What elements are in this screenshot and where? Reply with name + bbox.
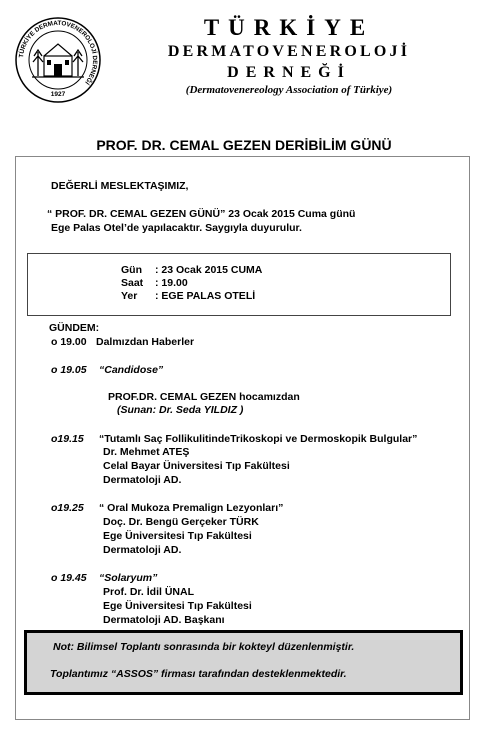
agenda-4-department: Dermatoloji AD.	[103, 544, 182, 556]
org-name-english: (Dermatovenereology Association of Türkiye)	[185, 84, 393, 96]
agenda-2-text: “Candidose”	[99, 364, 164, 376]
agenda-3-department: Dermatoloji AD.	[103, 474, 182, 486]
time-value: : 19.00	[155, 277, 188, 289]
agenda-5-department: Dermatoloji AD. Başkanı	[103, 614, 225, 626]
org-name-line2: DERMATOVENEROLOJİ	[167, 43, 411, 60]
agenda-3-time: o19.15	[51, 433, 84, 445]
event-info-box	[27, 253, 451, 316]
association-header	[100, 14, 478, 97]
time-label: Saat	[121, 277, 144, 289]
agenda-4-speaker: Doç. Dr. Bengü Gerçeker TÜRK	[103, 516, 259, 528]
place-value: : EGE PALAS OTELİ	[155, 290, 256, 302]
agenda-2-speaker: PROF.DR. CEMAL GEZEN hocamızdan	[108, 391, 300, 403]
agenda-2-presenter: (Sunan: Dr. Seda YILDIZ )	[117, 404, 244, 416]
sponsor-note: Toplantımız “ASSOS” firması tarafından desteklenmektedir.	[50, 668, 347, 680]
association-seal-logo	[14, 16, 102, 104]
agenda-3-speaker: Dr. Mehmet ATEŞ	[103, 446, 190, 458]
org-name-line1: TÜRKİYE	[203, 15, 375, 40]
footer-note-box	[24, 630, 463, 695]
cocktail-note: Not: Bilimsel Toplantı sonrasında bir kokteyl düzenlenmiştir.	[53, 641, 355, 653]
agenda-5-text: “Solaryum”	[99, 572, 158, 584]
agenda-4-text: “ Oral Mukoza Premalign Lezyonları”	[99, 502, 284, 514]
agenda-title: GÜNDEM:	[49, 322, 100, 334]
seal-text: TÜRKİYE DERMATOVENEROLOJİ DERNEĞİ	[18, 19, 99, 86]
agenda-2-time: o 19.05	[51, 364, 87, 376]
agenda-5-speaker: Prof. Dr. İdil ÜNAL	[103, 586, 195, 598]
date-label: Gün	[121, 264, 142, 276]
agenda-5-time: o 19.45	[51, 572, 87, 584]
org-name-line3: DERNEĞİ	[227, 64, 351, 81]
agenda-1-time: o 19.00	[51, 336, 87, 348]
agenda-3-text: “Tutamlı Saç FollikulitindeTrikoskopi ve Dermoskopik Bulgular”	[99, 433, 418, 445]
agenda-4-time: o19.25	[51, 502, 84, 514]
agenda-1-text: Dalmızdan Haberler	[96, 336, 195, 348]
agenda-4-affiliation: Ege Üniversitesi Tıp Fakültesi	[103, 530, 252, 542]
place-label: Yer	[121, 290, 138, 302]
date-value: : 23 Ocak 2015 CUMA	[155, 264, 263, 276]
intro-line-1: “ PROF. DR. CEMAL GEZEN GÜNÜ” 23 Ocak 2015 Cuma günü	[47, 208, 356, 220]
intro-line-2: Ege Palas Otel’de yapılacaktır. Saygıyla duyurulur.	[51, 222, 302, 234]
agenda-3-affiliation: Celal Bayar Üniversitesi Tıp Fakültesi	[103, 460, 290, 472]
agenda-5-affiliation: Ege Üniversitesi Tıp Fakültesi	[103, 600, 252, 612]
page-title: PROF. DR. CEMAL GEZEN DERİBİLİM GÜNÜ	[96, 137, 392, 153]
seal-year: 1927	[50, 91, 66, 98]
salutation: DEĞERLİ MESLEKTAŞIMIZ,	[51, 180, 189, 192]
